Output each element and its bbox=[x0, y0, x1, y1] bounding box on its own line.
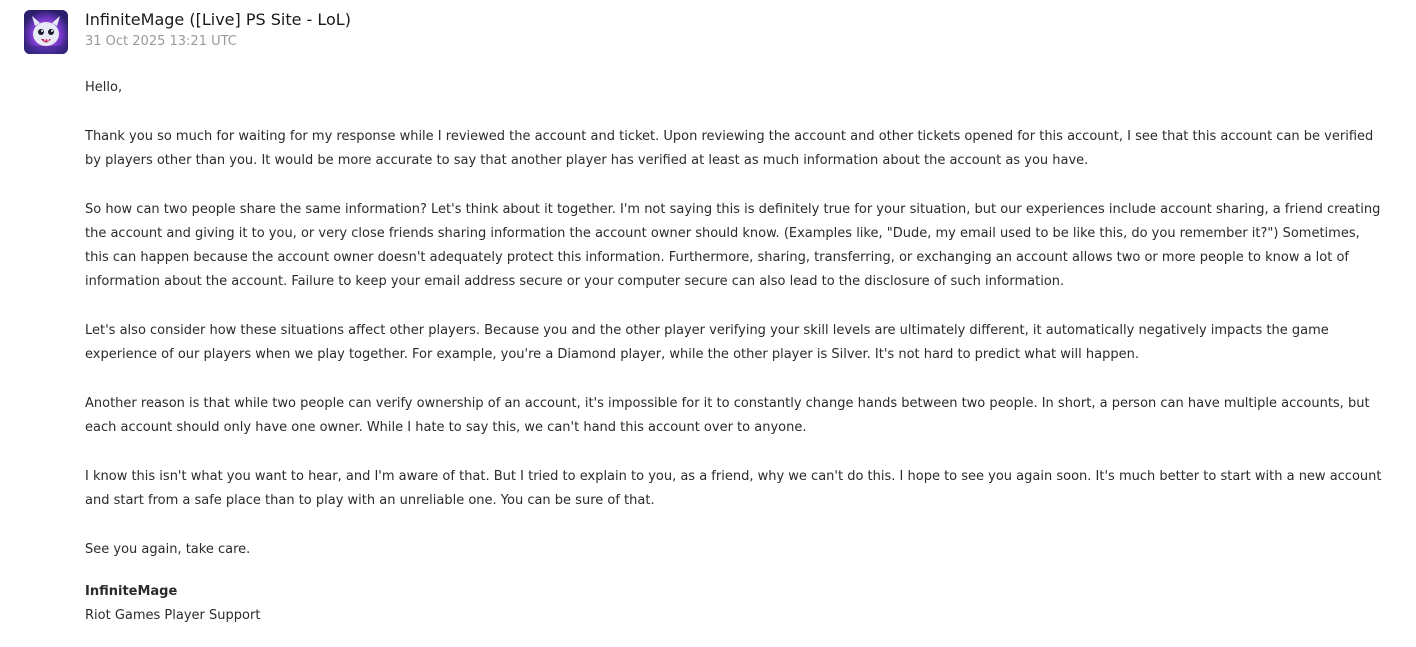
message-timestamp: 31 Oct 2025 13:21 UTC bbox=[85, 34, 237, 49]
poro-avatar-icon bbox=[24, 10, 68, 54]
author-tag: ([Live] PS Site - LoL) bbox=[189, 10, 351, 29]
paragraph-greeting: Hello, bbox=[85, 80, 123, 95]
author-line bbox=[85, 9, 351, 31]
message-header bbox=[85, 9, 351, 51]
signature-team: Riot Games Player Support bbox=[85, 608, 261, 623]
message-body bbox=[85, 76, 1385, 628]
paragraph-closing: See you again, take care. bbox=[85, 542, 251, 557]
paragraph: So how can two people share the same information? Let's think about it together. I'm not saying this is definitely true for your situation, but our experiences include account sharing, a friend creating the account and giving it to you, or very close friends sharing information the account owner should know. (Examples like, "Dude, my email used to be like this, do you remember it?") Sometimes, this can happen because the account owner doesn't adequately protect this information. Furthermore, sharing, transferring, or exchanging an account allows two or more people to know a lot of information about the account. Failure to keep your email address secure or your computer secure can also lead to the disclosure of such information. bbox=[85, 202, 1381, 289]
signature bbox=[85, 580, 1385, 628]
paragraph: Another reason is that while two people can verify ownership of an account, it's impossible for it to constantly change hands between two people. In short, a person can have multiple accounts, but each account should only have one owner. While I hate to say this, we can't hand this account over to anyone. bbox=[85, 396, 1370, 435]
author-name[interactable]: InfiniteMage bbox=[85, 10, 185, 29]
paragraph: Let's also consider how these situations affect other players. Because you and the other player verifying your skill levels are ultimately different, it automatically negatively impacts the game experience of our players when we play together. For example, you're a Diamond player, while the other player is Silver. It's not hard to predict what will happen. bbox=[85, 323, 1329, 362]
paragraph: I know this isn't what you want to hear, and I'm aware of that. But I tried to explain to you, as a friend, why we can't do this. I hope to see you again soon. It's much better to start with a new account and start from a safe place than to play with an unreliable one. You can be sure of that. bbox=[85, 469, 1382, 508]
paragraph: Thank you so much for waiting for my response while I reviewed the account and ticket. Upon reviewing the account and other tickets opened for this account, I see that this account can be verified by players other than you. It would be more accurate to say that another player has verified at least as much information about the account as you have. bbox=[85, 129, 1374, 168]
signature-name: InfiniteMage bbox=[85, 584, 178, 599]
